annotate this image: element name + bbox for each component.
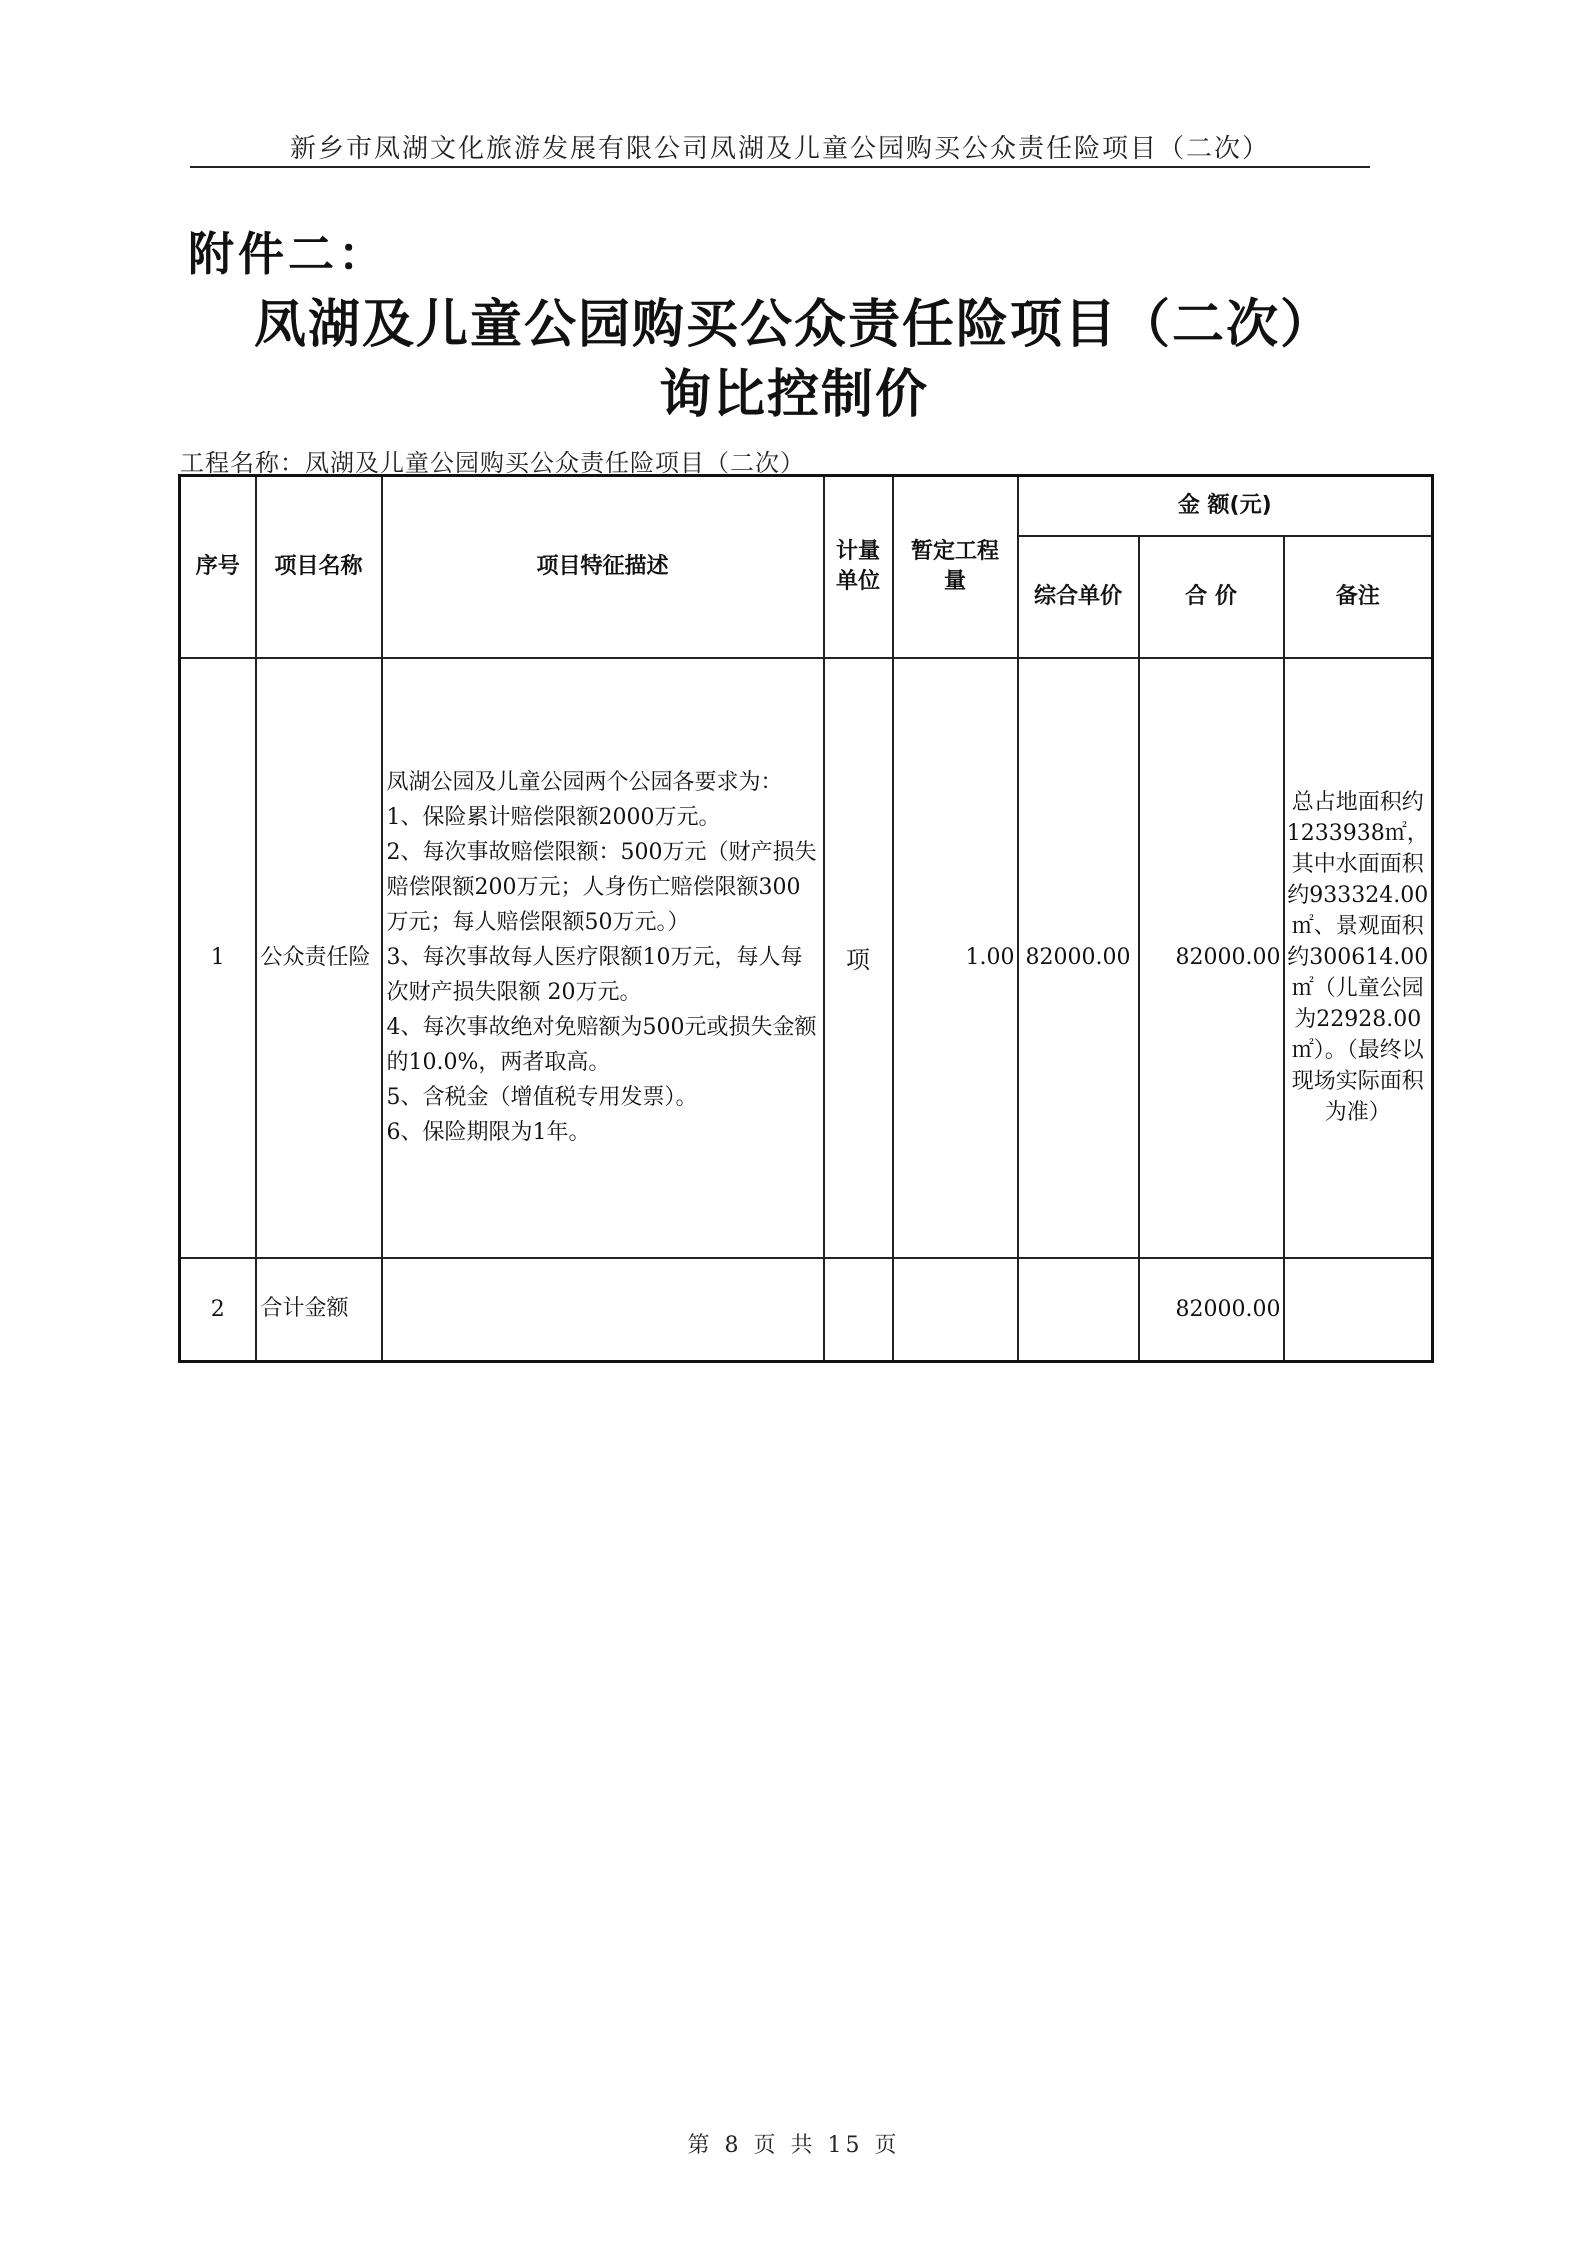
description-line: 3、每次事故每人医疗限额10万元，每人每次财产损失限额 20万元。 <box>386 945 803 1005</box>
document-title: 凤湖及儿童公园购买公众责任险项目（二次） <box>253 295 1334 355</box>
row-item-name: 公众责任险 <box>256 658 382 1258</box>
row-unit <box>824 1258 893 1362</box>
row-unit-price: 82000.00 <box>1018 658 1139 1258</box>
pricing-table <box>178 474 1434 1363</box>
row-description <box>382 658 824 1258</box>
header-remark: 备注 <box>1284 536 1433 658</box>
description-line: 2、每次事故赔偿限额：500万元（财产损失赔偿限额200万元；人身伤亡赔偿限额300万元；每人赔偿限额50万元。） <box>386 840 817 935</box>
row-total: 82000.00 <box>1139 658 1284 1258</box>
row-seq: 2 <box>180 1258 256 1362</box>
row-remark: 总占地面积约1233938㎡，其中水面面积约933324.00㎡、景观面积约300614.00㎡（儿童公园为22928.00㎡）。（最终以现场实际面积为准） <box>1284 658 1433 1258</box>
header-row-1 <box>180 476 1433 536</box>
project-label: 工程名称： <box>180 449 305 477</box>
header-description: 项目特征描述 <box>382 476 824 658</box>
row-item-name: 合计金额 <box>256 1258 382 1362</box>
header-item-name: 项目名称 <box>256 476 382 658</box>
row-unit-price <box>1018 1258 1139 1362</box>
header-quantity-text: 暂定工程量 <box>911 538 1000 594</box>
header-total: 合 价 <box>1139 536 1284 658</box>
description-line: 1、保险累计赔偿限额2000万元。 <box>386 805 721 830</box>
row-unit: 项 <box>824 658 893 1258</box>
page-footer: 第 8 页 共 15 页 <box>687 2133 901 2158</box>
row-quantity: 1.00 <box>893 658 1018 1258</box>
header-seq: 序号 <box>180 476 256 658</box>
row-description <box>382 1258 824 1362</box>
header-quantity <box>893 476 1018 658</box>
header-unit-text: 计量单位 <box>836 538 881 594</box>
description-line: 4、每次事故绝对免赔额为500元或损失金额的10.0%，两者取高。 <box>386 1015 817 1075</box>
header-unit <box>824 476 893 658</box>
description-line: 凤湖公园及儿童公园两个公园各要求为： <box>386 770 783 795</box>
table-row <box>180 1258 1433 1362</box>
header-amount-group: 金 额(元) <box>1018 476 1433 536</box>
description-line: 6、保险期限为1年。 <box>386 1120 591 1145</box>
project-name: 凤湖及儿童公园购买公众责任险项目（二次） <box>305 449 805 477</box>
row-seq: 1 <box>180 658 256 1258</box>
project-line <box>180 443 805 478</box>
document-subtitle: 询比控制价 <box>658 365 929 425</box>
description-line: 5、含税金（增值税专用发票）。 <box>386 1085 698 1110</box>
row-remark <box>1284 1258 1433 1362</box>
attachment-label: 附件二： <box>188 227 388 281</box>
header-rule <box>190 166 1370 168</box>
page-header: 新乡市凤湖文化旅游发展有限公司凤湖及儿童公园购买公众责任险项目（二次） <box>289 134 1270 164</box>
table-row <box>180 658 1433 1258</box>
header-unit-price: 综合单价 <box>1018 536 1139 658</box>
row-quantity <box>893 1258 1018 1362</box>
row-total: 82000.00 <box>1139 1258 1284 1362</box>
